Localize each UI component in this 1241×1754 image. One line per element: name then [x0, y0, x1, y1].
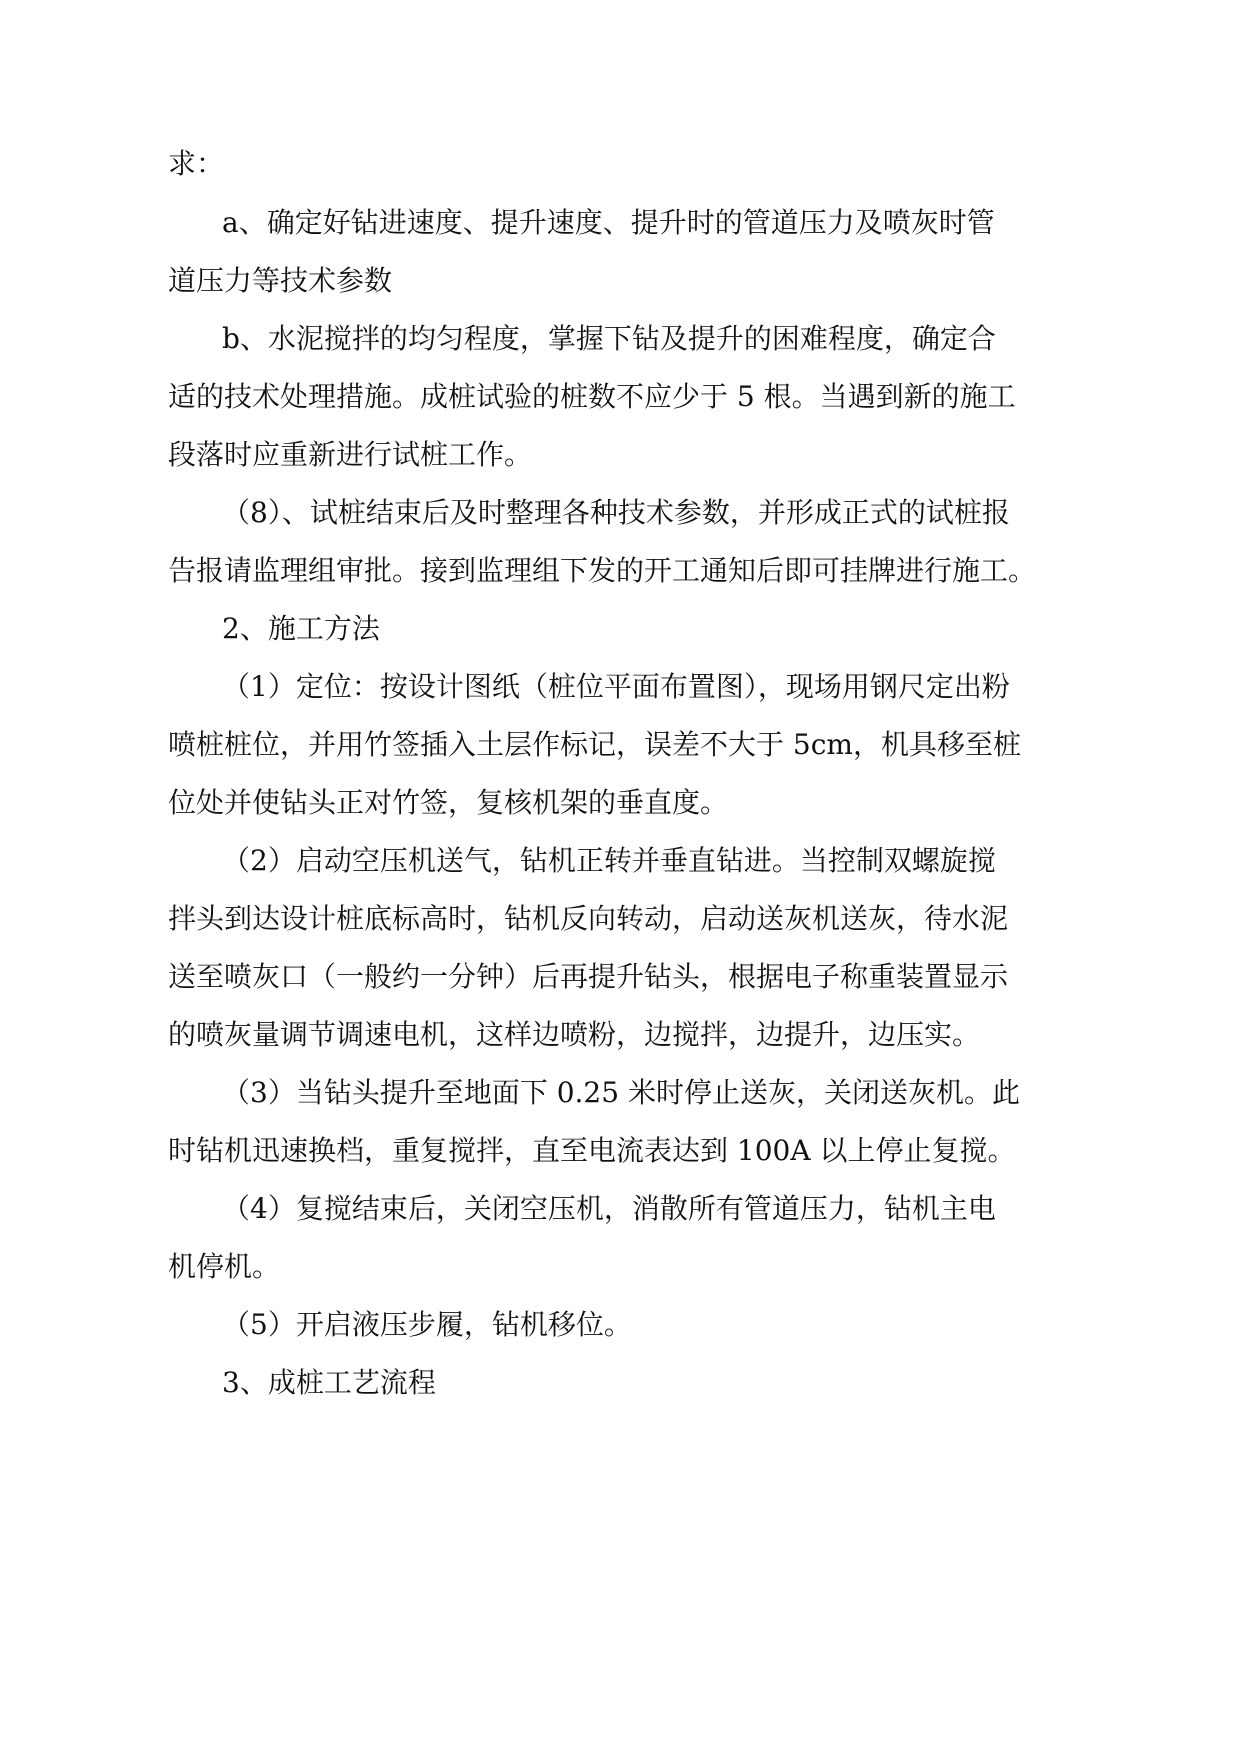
text-line: a、确定好钻进速度、提升速度、提升时的管道压力及喷灰时管 — [222, 206, 995, 239]
section-heading: 3、成桩工艺流程 — [222, 1366, 436, 1399]
text-line: （4）复搅结束后，关闭空压机，消散所有管道压力，钻机主电 — [222, 1192, 996, 1225]
text-line: 时钻机迅速换档，重复搅拌，直至电流表达到 100A 以上停止复搅。 — [168, 1134, 1016, 1167]
text-line: 喷桩桩位，并用竹签插入土层作标记，误差不大于 5cm，机具移至桩 — [168, 728, 1021, 761]
text-line: 机停机。 — [168, 1250, 281, 1283]
text-line: （3）当钻头提升至地面下 0.25 米时停止送灰，关闭送灰机。此 — [222, 1076, 1020, 1109]
text-line: （2）启动空压机送气，钻机正转并垂直钻进。当控制双螺旋搅 — [222, 844, 996, 877]
text-line: 适的技术处理措施。成桩试验的桩数不应少于 5 根。当遇到新的施工 — [168, 380, 1016, 413]
text-line: 段落时应重新进行试桩工作。 — [168, 438, 533, 471]
text-line: 拌头到达设计桩底标高时，钻机反向转动，启动送灰机送灰，待水泥 — [168, 902, 1009, 935]
text-line: 的喷灰量调节调速电机，这样边喷粉，边搅拌，边提升，边压实。 — [168, 1018, 981, 1051]
section-heading: 2、施工方法 — [222, 612, 380, 645]
text-line: （5）开启液压步履，钻机移位。 — [222, 1308, 632, 1341]
text-line: 道压力等技术参数 — [168, 264, 393, 297]
text-line: 求： — [168, 147, 225, 180]
text-line: （1）定位：按设计图纸（桩位平面布置图），现场用钢尺定出粉 — [222, 670, 1010, 703]
text-line: 送至喷灰口（一般约一分钟）后再提升钻头，根据电子称重装置显示 — [168, 960, 1009, 993]
text-line: 位处并使钻头正对竹签，复核机架的垂直度。 — [168, 786, 729, 819]
text-line: b、水泥搅拌的均匀程度，掌握下钻及提升的困难程度，确定合 — [222, 322, 996, 355]
text-line: 告报请监理组审批。接到监理组下发的开工通知后即可挂牌进行施工。 — [168, 554, 1037, 587]
text-line: （8）、试桩结束后及时整理各种技术参数，并形成正式的试桩报 — [222, 496, 1010, 529]
